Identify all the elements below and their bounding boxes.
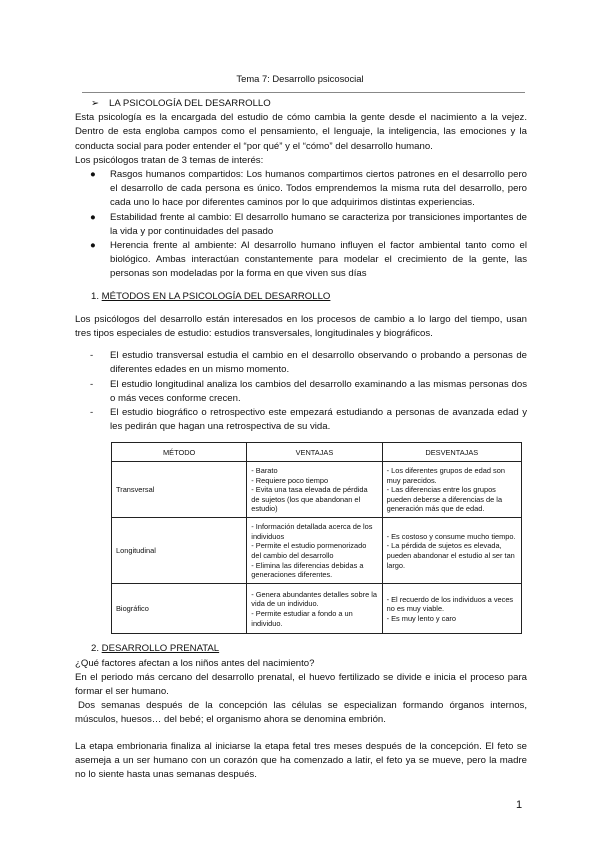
bullet-dot-icon: ● — [90, 211, 96, 223]
table-cell-method: Transversal — [112, 462, 247, 518]
list-item-text: Rasgos humanos compartidos: Los humanos compartimos ciertos patrones en el desarrollo pero el desarrollo de cada persona es único. Todos emprendemos la misma ruta del desarrollo, pero cada uno lo hace por diferentes caminos por lo que adquirimos distintas experiencias. — [110, 169, 527, 209]
page-content — [75, 97, 527, 782]
cell-line: - Evita una tasa elevada de pérdida de sujetos (los que abandonan el estudio) — [251, 485, 368, 514]
table-cell-cons — [382, 584, 521, 634]
column-header: VENTAJAS — [247, 443, 382, 462]
arrow-bullet-icon: ➢ — [91, 98, 100, 109]
cell-line: - La pérdida de sujetos es elevada, pueden abandonar el estudio al ser tan largo. — [386, 541, 515, 570]
table-row — [112, 518, 522, 584]
cell-line: - El recuerdo de los individuos a veces no es muy viable. — [386, 594, 514, 614]
cell-line: - Información detallada acerca de los individuos — [251, 522, 373, 541]
table-cell-pros — [247, 518, 382, 584]
cell-line: - Permite estudiar a fondo a un individuo. — [251, 608, 353, 628]
list-item-text: El estudio longitudinal analiza los cambios del desarrollo examinando a las mismas personas dos o más veces conforme crecen. — [110, 378, 527, 404]
cell-line: - Requiere poco tiempo — [251, 475, 329, 485]
intro-paragraph: Esta psicología es la encargada del estudio de cómo cambia la gente desde el nacimiento a la vejez. Dentro de esta engloba campos como el pensamiento, el lenguaje, la inteligencia, las emociones y la conducta social para poder entender el “por qué” y el “cómo” del desarrollo humano. — [75, 112, 527, 152]
cell-line: - Es costoso y consume mucho tiempo. — [386, 531, 516, 541]
cell-line: - Permite el estudio pormenorizado del cambio del desarrollo — [251, 541, 367, 560]
list-item — [75, 349, 527, 377]
bullet-dot-icon: ● — [90, 240, 96, 252]
table-header-row — [112, 443, 522, 462]
table-cell-method: Longitudinal — [112, 518, 247, 584]
prenatal-paragraph-1: En el periodo más cercano del desarrollo prenatal, el huevo fertilizado se divide e inicia el proceso para formar el ser humano. — [75, 671, 527, 698]
table-cell-pros — [247, 462, 382, 518]
table-cell-cons — [382, 518, 521, 584]
section-heading-psicologia — [91, 97, 527, 111]
section-heading-text: DESARROLLO PRENATAL — [101, 643, 220, 655]
section-number: 1. — [91, 290, 100, 302]
section-heading-text: MÉTODOS EN LA PSICOLOGÍA DEL DESARROLLO — [101, 290, 331, 302]
cell-line: - Es muy lento y caro — [386, 613, 457, 623]
list-item — [75, 211, 527, 239]
list-item — [75, 406, 527, 434]
methods-intro: Los psicólogos del desarrollo están interesados en los procesos de cambio a lo largo del tiempo, usan tres tipos especiales de estudio: estudios transversales, longitudinales y biográficos. — [75, 313, 527, 340]
dash-bullet-icon: - — [90, 378, 94, 390]
prenatal-paragraph-3: La etapa embrionaria finaliza al iniciarse la etapa fetal tres meses después de la concepción. El feto se asemeja a un ser humano con un corazón que ha comenzado a latir, el feto ya se mueve, pero la madre no lo siente hasta unas semanas después. — [75, 740, 527, 781]
list-item — [75, 239, 527, 282]
list-item-text: Estabilidad frente al cambio: El desarrollo humano se caracteriza por transiciones importantes de la vida y por continuidades del pasado — [110, 211, 527, 237]
list-item-text: El estudio biográfico o retrospectivo este empezará estudiando a personas de avanzada edad y les pedirán que hagan una retrospectiva de su vida. — [110, 407, 527, 433]
section-heading-prenatal — [91, 642, 527, 656]
cell-line: - Barato — [251, 465, 278, 475]
table-cell-cons — [382, 462, 521, 518]
table-row — [112, 584, 522, 634]
list-item-text: El estudio transversal estudia el cambio en el desarrollo observando o probando a personas de diferentes edades en un mismo momento. — [110, 350, 527, 376]
table-cell-method: Biográfico — [112, 584, 247, 634]
header-divider — [82, 92, 525, 93]
page-number: 1 — [516, 799, 523, 811]
list-item — [75, 378, 527, 406]
topics-list — [75, 168, 527, 282]
cell-line: - Las diferencias entre los grupos pueden deberse a diferencias de la generación más que de edad. — [386, 485, 503, 514]
prenatal-paragraph-2: Dos semanas después de la concepción las células se especializan formando órganos internos, músculos, huesos… del bebé; el organismo ahora se denomina embrión. — [75, 700, 527, 726]
page-header: Tema 7: Desarrollo psicosocial — [236, 73, 364, 84]
column-header: MÉTODO — [112, 443, 247, 462]
section-heading-text: LA PSICOLOGÍA DEL DESARROLLO — [109, 98, 271, 109]
methods-list — [75, 349, 527, 434]
table-cell-pros — [247, 584, 382, 634]
cell-line: - Genera abundantes detalles sobre la vida de un individuo. — [251, 589, 378, 609]
methods-table — [111, 442, 522, 634]
cell-line: - Elimina las diferencias debidas a generaciones diferentes. — [251, 560, 364, 580]
dash-bullet-icon: - — [90, 407, 94, 419]
prenatal-question: ¿Qué factores afectan a los niños antes del nacimiento? — [75, 657, 315, 669]
dash-bullet-icon: - — [90, 350, 94, 362]
cell-line: - Los diferentes grupos de edad son muy parecidos. — [386, 465, 505, 485]
bullet-dot-icon: ● — [90, 169, 96, 181]
section-number: 2. — [91, 643, 100, 655]
table-row — [112, 462, 522, 518]
column-header: DESVENTAJAS — [382, 443, 521, 462]
section-heading-metodos — [91, 290, 527, 304]
topics-intro: Los psicólogos tratan de 3 temas de interés: — [75, 154, 264, 166]
list-item-text: Herencia frente al ambiente: Al desarrollo humano influyen el factor ambiental tanto como el biológico. Ambas interactúan constantemente para modelar el crecimiento de la gente, las personas son modeladas por la forma en que viven sus días — [110, 240, 527, 280]
list-item — [75, 168, 527, 211]
